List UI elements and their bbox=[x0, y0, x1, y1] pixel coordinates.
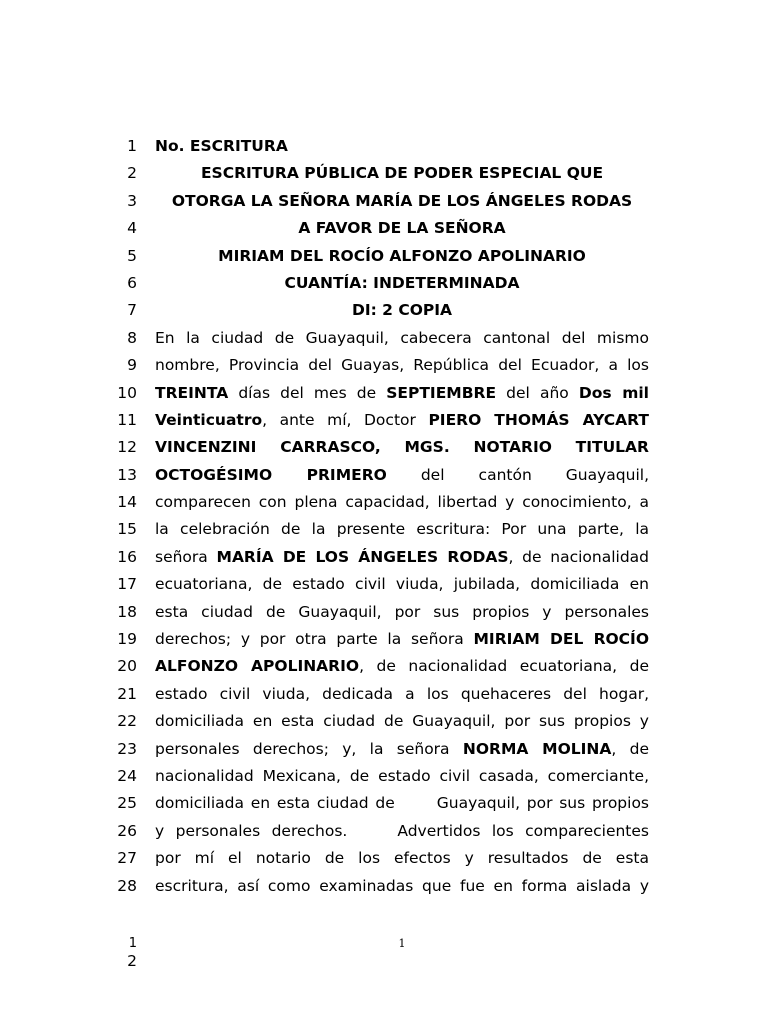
document-line bbox=[0, 297, 768, 324]
line-number: 7 bbox=[127, 301, 137, 320]
line-text bbox=[155, 270, 649, 297]
line-text bbox=[155, 708, 649, 735]
line-number: 14 bbox=[117, 493, 137, 512]
text-run: , de nacionalidad ecuatoriana, de bbox=[359, 657, 649, 676]
line-number: 19 bbox=[117, 630, 137, 649]
document-line bbox=[0, 708, 768, 735]
bold-text-run: Veinticuatro bbox=[155, 410, 263, 429]
text-run: Guayaquil, por sus propios bbox=[436, 794, 650, 813]
line-text bbox=[155, 763, 649, 790]
text-run: , ante mí, Doctor bbox=[262, 410, 429, 429]
text-run: y personales derechos. bbox=[155, 821, 348, 840]
bold-text-run: ALFONZO APOLINARIO bbox=[155, 657, 360, 676]
line-number: 24 bbox=[117, 766, 137, 785]
text-run: señora bbox=[155, 547, 217, 566]
text-run: domiciliada en esta ciudad de bbox=[155, 794, 395, 813]
numbered-lines bbox=[0, 133, 768, 900]
line-number: 21 bbox=[117, 684, 137, 703]
bold-text-run: SEPTIEMBRE bbox=[386, 383, 497, 402]
text-run: domiciliada en esta ciudad de Guayaquil, por sus propios y bbox=[155, 712, 649, 731]
document-line bbox=[0, 736, 768, 763]
text-run: , de bbox=[611, 739, 649, 758]
page-number: 1 bbox=[398, 937, 406, 950]
line-number: 6 bbox=[127, 273, 137, 292]
footer-line-number-2: 2 bbox=[127, 952, 137, 970]
document-line bbox=[0, 380, 768, 407]
line-text bbox=[155, 599, 649, 626]
line-number: 2 bbox=[127, 164, 137, 183]
line-text bbox=[155, 818, 649, 845]
bold-text-run: MIRIAM DEL ROCÍO ALFONZO APOLINARIO bbox=[218, 246, 586, 265]
text-run: nombre, Provincia del Guayas, República del Ecuador, a los bbox=[155, 356, 649, 375]
line-text bbox=[155, 544, 649, 571]
text-run: estado civil viuda, dedicada a los quehaceres del hogar, bbox=[155, 684, 649, 703]
bold-text-run: OCTOGÉSIMO PRIMERO bbox=[155, 465, 387, 484]
document-line bbox=[0, 243, 768, 270]
text-run: la celebración de la presente escritura: Por una parte, la bbox=[155, 520, 649, 539]
line-text bbox=[155, 407, 649, 434]
text-run: comparecen con plena capacidad, libertad y conocimiento, a bbox=[155, 493, 649, 512]
document-line bbox=[0, 462, 768, 489]
line-number: 18 bbox=[117, 602, 137, 621]
text-run: En la ciudad de Guayaquil, cabecera cantonal del mismo bbox=[155, 328, 649, 347]
line-number: 10 bbox=[117, 383, 137, 402]
text-run: días del mes de bbox=[228, 383, 387, 402]
line-number: 22 bbox=[117, 712, 137, 731]
text-run: ecuatoriana, de estado civil viuda, jubilada, domiciliada en bbox=[155, 575, 649, 594]
line-number: 26 bbox=[117, 821, 137, 840]
document-line bbox=[0, 133, 768, 160]
document-line bbox=[0, 516, 768, 543]
line-number: 3 bbox=[127, 191, 137, 210]
bold-text-run: A FAVOR DE LA SEÑORA bbox=[298, 219, 506, 238]
bold-text-run: MARÍA DE LOS ÁNGELES RODAS bbox=[216, 547, 509, 566]
line-text bbox=[155, 653, 649, 680]
document-line bbox=[0, 599, 768, 626]
text-run: del año bbox=[496, 383, 579, 402]
line-text bbox=[155, 188, 649, 215]
text-run: nacionalidad Mexicana, de estado civil casada, comerciante, bbox=[155, 766, 649, 785]
line-text bbox=[155, 571, 649, 598]
bold-text-run: OTORGA LA SEÑORA MARÍA DE LOS ÁNGELES RODAS bbox=[171, 191, 633, 210]
line-text bbox=[155, 380, 649, 407]
text-run: del cantón Guayaquil, bbox=[386, 465, 649, 484]
line-number: 11 bbox=[117, 410, 137, 429]
document-line bbox=[0, 188, 768, 215]
line-text bbox=[155, 160, 649, 187]
line-text bbox=[155, 516, 649, 543]
text-run: escritura, así como examinadas que fue en forma aislada y bbox=[155, 876, 649, 895]
bold-text-run: NORMA MOLINA bbox=[462, 739, 612, 758]
document-line bbox=[0, 873, 768, 900]
document-line bbox=[0, 571, 768, 598]
line-text bbox=[155, 243, 649, 270]
line-number: 16 bbox=[117, 547, 137, 566]
line-number: 28 bbox=[117, 876, 137, 895]
line-text bbox=[155, 133, 649, 160]
line-text bbox=[155, 873, 649, 900]
bold-text-run: MIRIAM DEL ROCÍO bbox=[473, 630, 650, 649]
line-text bbox=[155, 681, 649, 708]
document-line bbox=[0, 352, 768, 379]
line-number: 1 bbox=[127, 137, 137, 155]
document-line bbox=[0, 544, 768, 571]
document-line bbox=[0, 845, 768, 872]
line-number: 25 bbox=[117, 794, 137, 813]
line-number: 15 bbox=[117, 520, 137, 539]
line-number: 27 bbox=[117, 849, 137, 868]
line-text bbox=[155, 736, 649, 763]
document-line bbox=[0, 818, 768, 845]
document-line bbox=[0, 763, 768, 790]
line-text bbox=[155, 352, 649, 379]
line-text bbox=[155, 297, 649, 324]
document-line bbox=[0, 325, 768, 352]
bold-text-run: DI: 2 COPIA bbox=[351, 301, 453, 320]
line-number: 4 bbox=[127, 219, 137, 238]
line-number: 5 bbox=[127, 246, 137, 265]
text-run: derechos; y por otra parte la señora bbox=[155, 630, 474, 649]
line-text bbox=[155, 325, 649, 352]
text-run: esta ciudad de Guayaquil, por sus propios y personales bbox=[155, 602, 649, 621]
line-number: 20 bbox=[117, 657, 137, 676]
document-line bbox=[0, 215, 768, 242]
bold-text-run: Dos mil bbox=[578, 383, 649, 402]
document-line bbox=[0, 626, 768, 653]
bold-text-run: TREINTA bbox=[155, 383, 229, 402]
line-text bbox=[155, 434, 649, 461]
line-number: 13 bbox=[117, 465, 137, 484]
bold-text-run: VINCENZINI CARRASCO, MGS. NOTARIO TITULAR bbox=[155, 438, 649, 457]
document-line bbox=[0, 489, 768, 516]
bold-text-run: ESCRITURA PÚBLICA DE PODER ESPECIAL QUE bbox=[200, 164, 604, 183]
line-text bbox=[155, 215, 649, 242]
text-run: , de nacionalidad bbox=[508, 547, 650, 566]
line-text bbox=[155, 462, 649, 489]
line-text bbox=[155, 626, 649, 653]
line-number: 17 bbox=[117, 575, 137, 594]
document-line bbox=[0, 160, 768, 187]
document-line bbox=[0, 653, 768, 680]
document-line bbox=[0, 270, 768, 297]
footer-line-number-1: 1 bbox=[128, 936, 137, 951]
line-number: 8 bbox=[127, 328, 137, 347]
bold-text-run: CUANTÍA: INDETERMINADA bbox=[284, 273, 520, 292]
line-number: 12 bbox=[117, 438, 137, 457]
line-number: 9 bbox=[127, 356, 137, 375]
document-line bbox=[0, 790, 768, 817]
text-run: Advertidos los comparecientes bbox=[397, 821, 649, 840]
bold-text-run: PIERO THOMÁS AYCART bbox=[428, 410, 649, 429]
line-text bbox=[155, 845, 649, 872]
text-run: personales derechos; y, la señora bbox=[155, 739, 463, 758]
line-text bbox=[155, 790, 649, 817]
document-line bbox=[0, 407, 768, 434]
text-run: por mí el notario de los efectos y resultados de esta bbox=[155, 849, 649, 868]
document-line bbox=[0, 434, 768, 461]
bold-text-run: No. ESCRITURA bbox=[155, 137, 288, 155]
document-line bbox=[0, 681, 768, 708]
line-text bbox=[155, 489, 649, 516]
line-number: 23 bbox=[117, 739, 137, 758]
